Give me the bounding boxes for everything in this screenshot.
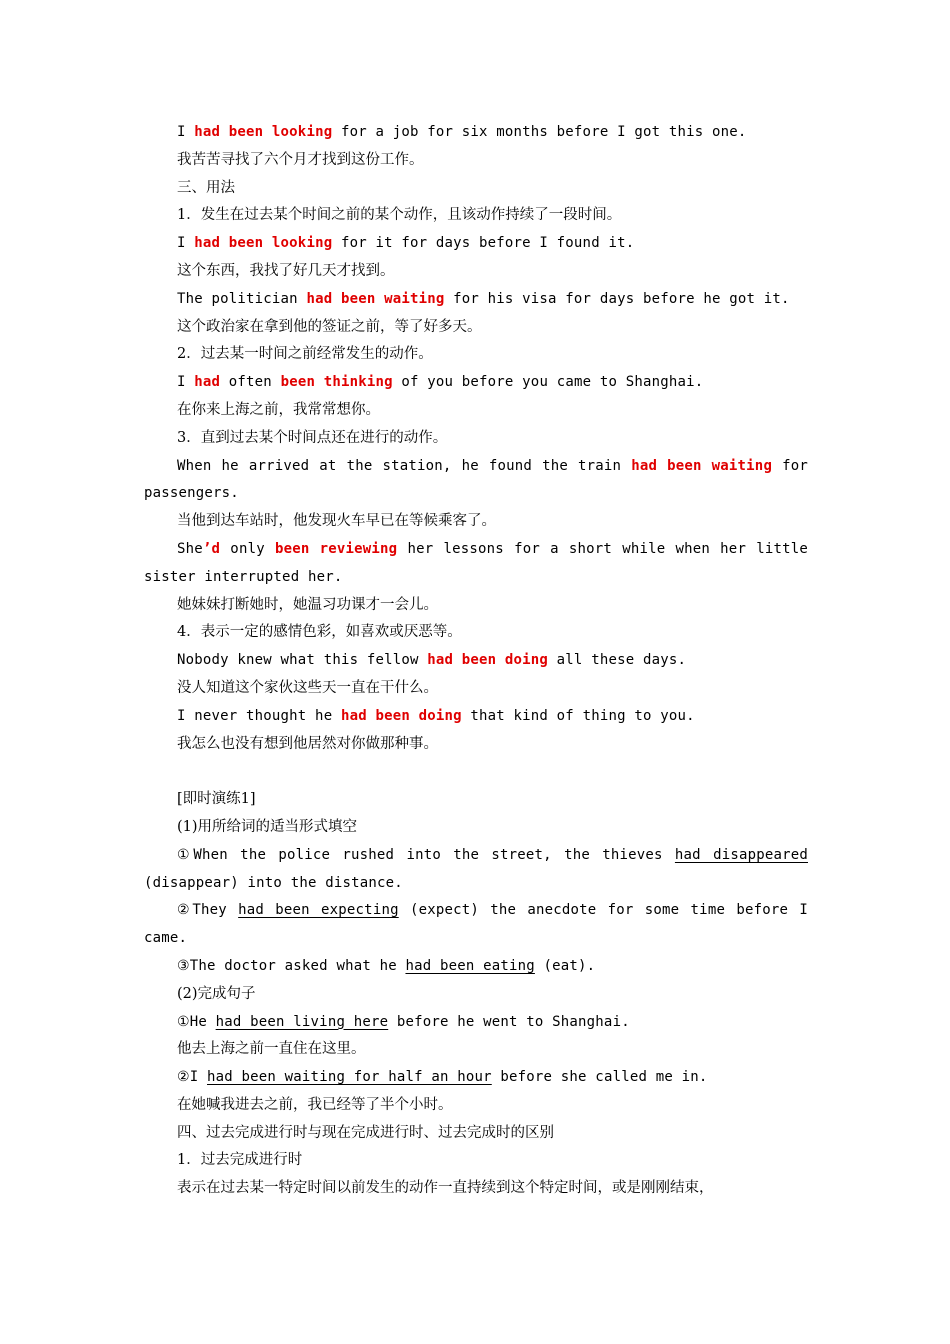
highlight-verb: had been looking bbox=[194, 235, 333, 252]
translation: 没人知道这个家伙这些天一直在干什么。 bbox=[177, 679, 438, 696]
blank-line bbox=[144, 758, 808, 786]
usage-point: 3．直到过去某个时间点还在进行的动作。 bbox=[177, 429, 448, 446]
answer-blank: had been living here bbox=[215, 1013, 389, 1030]
translation: 在她喊我进去之前，我已经等了半个小时。 bbox=[177, 1096, 453, 1113]
exercise-part-title: (1)用所给词的适当形式填空 bbox=[177, 818, 358, 835]
section-heading: 四、过去完成进行时与现在完成进行时、过去完成时的区别 bbox=[177, 1124, 554, 1141]
example-sentence: She’d only been reviewing her lessons for a short while when her little bbox=[177, 540, 808, 557]
exercise-item: ①When the police rushed into the street, the thieves had disappeared bbox=[177, 846, 808, 863]
exercise-item: ③The doctor asked what he had been eating (eat). bbox=[177, 957, 596, 974]
highlight-verb: been reviewing bbox=[274, 540, 398, 557]
highlight-verb: had been doing bbox=[427, 652, 549, 669]
exercise-item-continued: (disappear) into the distance. bbox=[144, 874, 403, 891]
example-sentence: Nobody knew what this fellow had been doing all these days. bbox=[177, 652, 687, 669]
exercise-item: ②They had been expecting (expect) the anecdote for some time before I bbox=[177, 902, 808, 919]
example-sentence: I had often been thinking of you before you came to Shanghai. bbox=[177, 374, 704, 391]
subsection-heading: 1．过去完成进行时 bbox=[177, 1152, 303, 1169]
highlight-verb: ’d bbox=[202, 540, 221, 557]
usage-point: 1．发生在过去某个时间之前的某个动作，且该动作持续了一段时间。 bbox=[177, 207, 622, 224]
translation: 这个东西，我找了好几天才找到。 bbox=[177, 262, 395, 279]
example-sentence: When he arrived at the station, he found the train had been waiting for bbox=[177, 457, 809, 474]
exercise-item-continued: came. bbox=[144, 930, 188, 947]
translation: 我怎么也没有想到他居然对你做那种事。 bbox=[177, 735, 438, 752]
example-sentence: I never thought he had been doing that kind of thing to you. bbox=[177, 707, 695, 724]
exercise-item: ①He had been living here before he went to Shanghai. bbox=[177, 1013, 630, 1030]
example-sentence-continued: sister interrupted her. bbox=[144, 568, 343, 585]
translation: 我苦苦寻找了六个月才找到这份工作。 bbox=[177, 151, 424, 168]
highlight-verb: had been looking bbox=[194, 124, 333, 140]
answer-blank: had been eating bbox=[405, 957, 535, 974]
exercise-heading: [即时演练1] bbox=[177, 791, 256, 808]
body-text: 表示在过去某一特定时间以前发生的动作一直持续到这个特定时间，或是刚刚结束， bbox=[177, 1180, 714, 1197]
translation: 他去上海之前一直住在这里。 bbox=[177, 1041, 366, 1058]
highlight-verb: had been waiting bbox=[631, 457, 773, 474]
example-sentence-continued: passengers. bbox=[144, 485, 239, 502]
translation: 这个政治家在拿到他的签证之前，等了好多天。 bbox=[177, 318, 482, 335]
exercise-item: ②I had been waiting for half an hour before she called me in. bbox=[177, 1069, 708, 1086]
example-sentence: The politician had been waiting for his visa for days before he got it. bbox=[177, 290, 790, 307]
highlight-verb: had bbox=[194, 374, 221, 391]
answer-blank: had been waiting for half an hour bbox=[207, 1069, 492, 1086]
section-heading: 三、用法 bbox=[177, 179, 235, 196]
document-body bbox=[144, 119, 808, 1203]
usage-point: 4．表示一定的感情色彩，如喜欢或厌恶等。 bbox=[177, 624, 462, 641]
translation: 在你来上海之前，我常常想你。 bbox=[177, 401, 380, 418]
exercise-part-title: (2)完成句子 bbox=[177, 985, 256, 1002]
highlight-verb: been thinking bbox=[280, 374, 393, 391]
answer-blank: had disappeared bbox=[674, 846, 808, 863]
answer-blank: had been expecting bbox=[238, 902, 399, 919]
example-sentence: I had been looking for a job for six months before I got this one. bbox=[177, 124, 747, 140]
highlight-verb: had been waiting bbox=[306, 290, 445, 307]
usage-point: 2．过去某一时间之前经常发生的动作。 bbox=[177, 346, 433, 363]
translation: 她妹妹打断她时，她温习功课才一会儿。 bbox=[177, 596, 438, 613]
example-sentence: I had been looking for it for days before I found it. bbox=[177, 235, 635, 252]
highlight-verb: had been doing bbox=[340, 707, 462, 724]
translation: 当他到达车站时，他发现火车早已在等候乘客了。 bbox=[177, 513, 496, 530]
